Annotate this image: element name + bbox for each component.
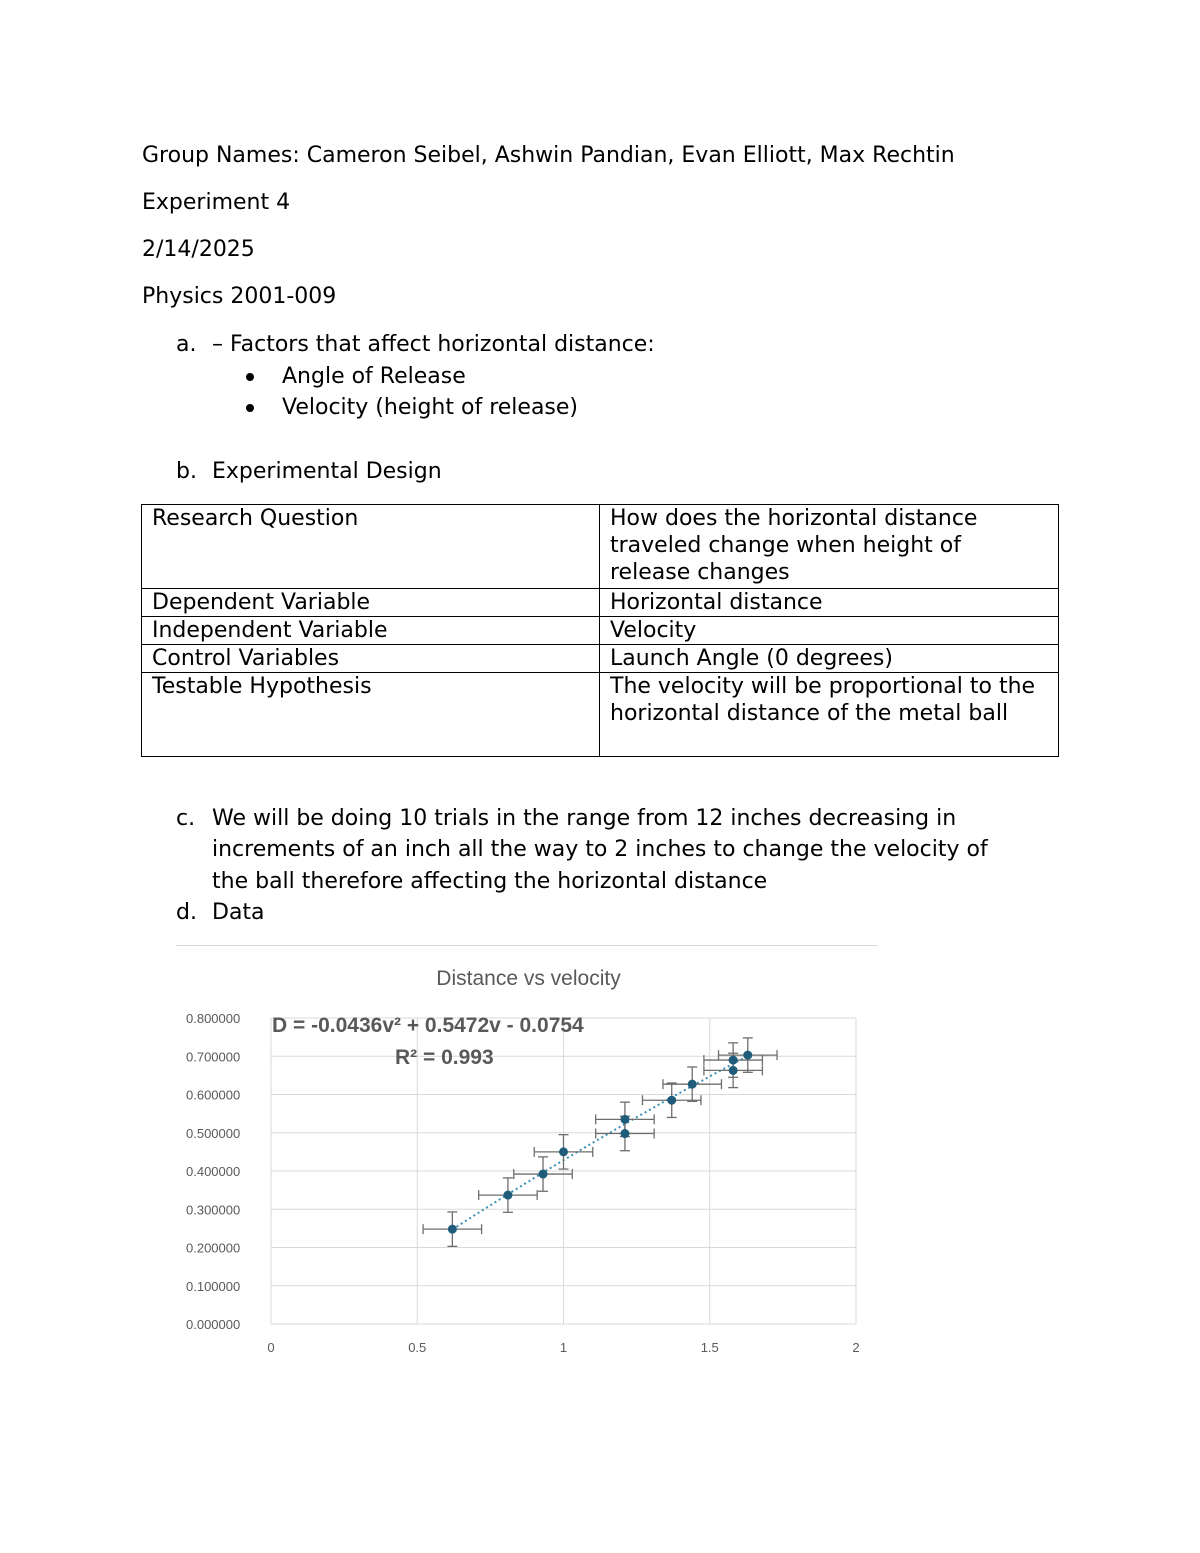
table-label-cell: Dependent Variable [142,589,600,617]
trendline-equation: D = -0.0436v² + 0.5472v - 0.0754 [272,1014,584,1037]
trendline [452,1058,745,1230]
data-point [743,1051,752,1060]
bullet-icon [246,404,254,412]
section-a-text: – Factors that affect horizontal distance: [212,332,655,357]
y-tick-label: 0.300000 [186,1202,241,1218]
experiment-number: Experiment 4 [142,190,291,215]
table-value-cell: Velocity [600,617,1059,645]
section-b-text: Experimental Design [212,459,442,484]
x-tick-label: 1 [559,1340,568,1355]
table-row [142,617,1059,645]
group-names: Group Names: Cameron Seibel, Ashwin Pandian, Evan Elliott, Max Rechtin [142,143,955,168]
data-point [559,1147,568,1156]
data-point [667,1096,676,1105]
bullet-text: Velocity (height of release) [282,395,579,420]
r-squared-label: R² = 0.993 [395,1046,494,1069]
table-label-cell: Testable Hypothesis [142,673,600,757]
data-point [503,1191,512,1200]
chart-title: Distance vs velocity [436,967,621,990]
data-point [448,1225,457,1234]
section-c-line: We will be doing 10 trials in the range from 12 inches decreasing in [212,806,957,831]
table-value-cell: The velocity will be proportional to the horizontal distance of the metal ball [600,673,1059,757]
y-tick-label: 0.400000 [186,1164,241,1179]
table-label-cell: Research Question [142,505,600,589]
table-value-cell: Horizontal distance [600,589,1059,617]
table-row [142,589,1059,617]
experimental-design-table [141,504,1059,757]
data-point [620,1115,629,1124]
x-tick-label: 1.5 [700,1340,719,1355]
table-value-cell: Launch Angle (0 degrees) [600,645,1059,673]
report-date: 2/14/2025 [142,237,255,262]
data-point [688,1080,697,1089]
section-c-marker: c. [176,806,196,831]
section-a-marker: a. [176,332,197,357]
chart-top-border [176,945,878,946]
x-tick-label: 2 [852,1340,860,1355]
section-d-marker: d. [176,900,197,925]
y-tick-label: 0.700000 [186,1049,241,1065]
x-tick-label: 0 [267,1340,275,1355]
y-tick-label: 0.500000 [186,1125,241,1141]
data-point [729,1066,738,1075]
table-value-cell: How does the horizontal distance traveled change when height of release changes [600,505,1059,589]
y-tick-label: 0.200000 [186,1240,241,1256]
data-point [729,1056,738,1065]
table-label-cell: Independent Variable [142,617,600,645]
x-tick-label: 0.5 [408,1340,427,1355]
table-row [142,645,1059,673]
data-point [620,1129,629,1138]
section-c-line: the ball therefore affecting the horizontal distance [212,869,768,894]
section-c-line: increments of an inch all the way to 2 inches to change the velocity of [212,837,988,862]
course-code: Physics 2001-009 [142,284,337,309]
distance-velocity-chart [176,950,878,1370]
y-tick-label: 0.100000 [186,1278,241,1294]
bullet-text: Angle of Release [282,364,466,389]
table-label-cell: Control Variables [142,645,600,673]
section-b-marker: b. [176,459,197,484]
y-tick-label: 0.000000 [186,1317,241,1332]
bullet-icon [246,373,254,381]
table-row [142,505,1059,589]
table-row [142,673,1059,757]
y-tick-label: 0.800000 [186,1011,241,1026]
y-tick-label: 0.600000 [186,1087,241,1103]
data-point [539,1170,548,1179]
section-d-text: Data [212,900,265,925]
